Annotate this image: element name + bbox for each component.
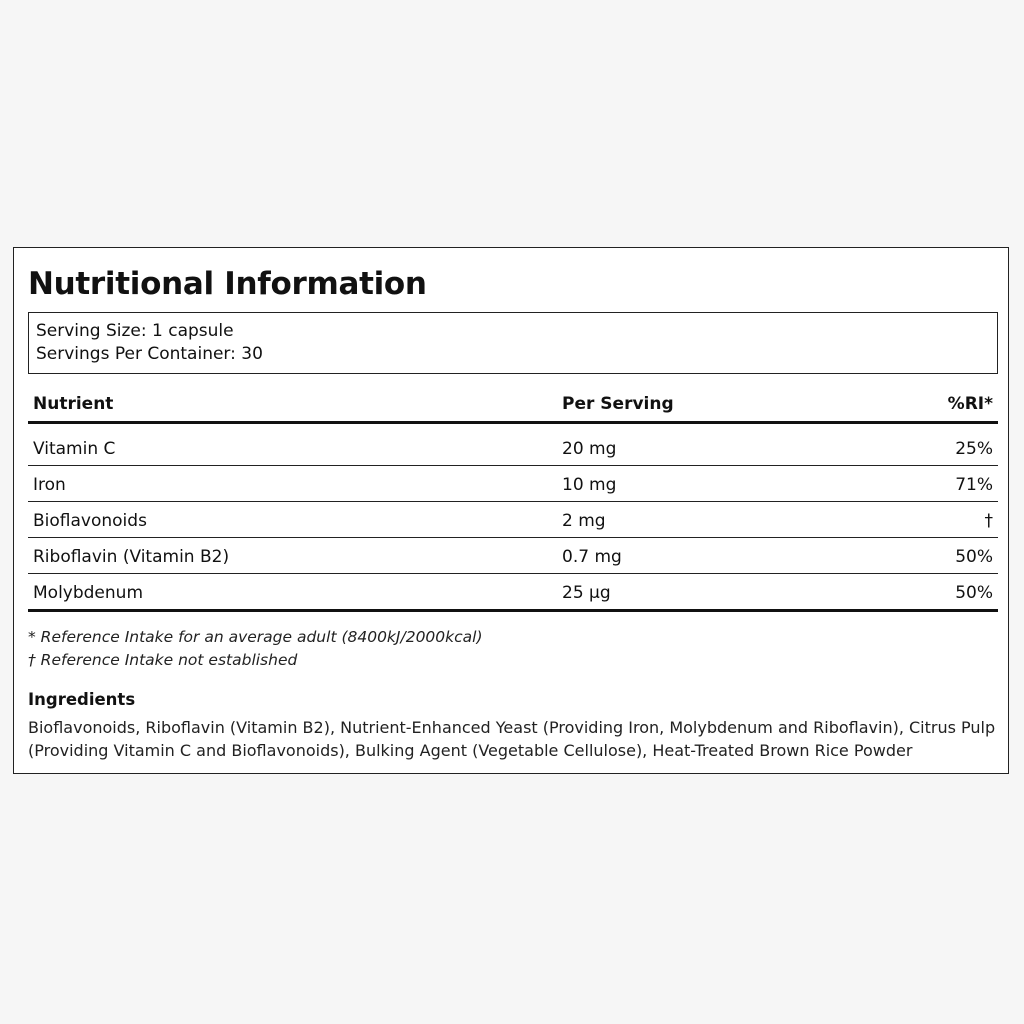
nutrient-ri: 50% (955, 583, 993, 603)
nutrient-name: Vitamin C (33, 439, 116, 459)
nutrient-ri: 50% (955, 547, 993, 567)
footnote-not-established: † Reference Intake not established (28, 651, 298, 669)
nutrient-ri: † (984, 511, 993, 531)
table-header-row (28, 384, 998, 424)
nutrient-name: Molybdenum (33, 583, 144, 603)
table-row (28, 466, 998, 502)
nutrient-amount: 0.7 mg (562, 547, 622, 567)
serving-size: Serving Size: 1 capsule (36, 321, 234, 341)
nutrient-amount: 20 mg (562, 439, 617, 459)
ingredients-text: Bioflavonoids, Riboflavin (Vitamin B2), Nutrient-Enhanced Yeast (Providing Iron, Molybdenum and Riboflavin), Citrus Pulp (Providing Vitamin C and Bioflavonoids), Bulking Agent (Vegetable Cellulose), Heat-Treated Brown Rice Powder (28, 718, 996, 760)
nutrition-panel (13, 247, 1009, 774)
serving-info-box (28, 312, 998, 374)
nutrient-amount: 25 µg (562, 583, 611, 603)
table-row (28, 538, 998, 574)
nutrient-amount: 10 mg (562, 475, 617, 495)
ingredients-title: Ingredients (28, 690, 136, 709)
nutrient-table (28, 384, 998, 612)
header-nutrient: Nutrient (33, 394, 114, 414)
table-row (28, 424, 998, 466)
nutrient-name: Bioflavonoids (33, 511, 147, 531)
servings-per-container: Servings Per Container: 30 (36, 344, 263, 364)
nutrient-amount: 2 mg (562, 511, 606, 531)
header-per-serving: Per Serving (562, 394, 674, 414)
footnotes (28, 626, 483, 672)
nutrient-name: Iron (33, 475, 66, 495)
table-row (28, 574, 998, 612)
nutrient-ri: 71% (955, 475, 993, 495)
panel-title: Nutritional Information (28, 266, 427, 302)
footnote-ri: * Reference Intake for an average adult (8400kJ/2000kcal) (28, 628, 483, 646)
table-row (28, 502, 998, 538)
nutrient-ri: 25% (955, 439, 993, 459)
nutrient-name: Riboflavin (Vitamin B2) (33, 547, 230, 567)
header-ri: %RI* (947, 394, 993, 414)
